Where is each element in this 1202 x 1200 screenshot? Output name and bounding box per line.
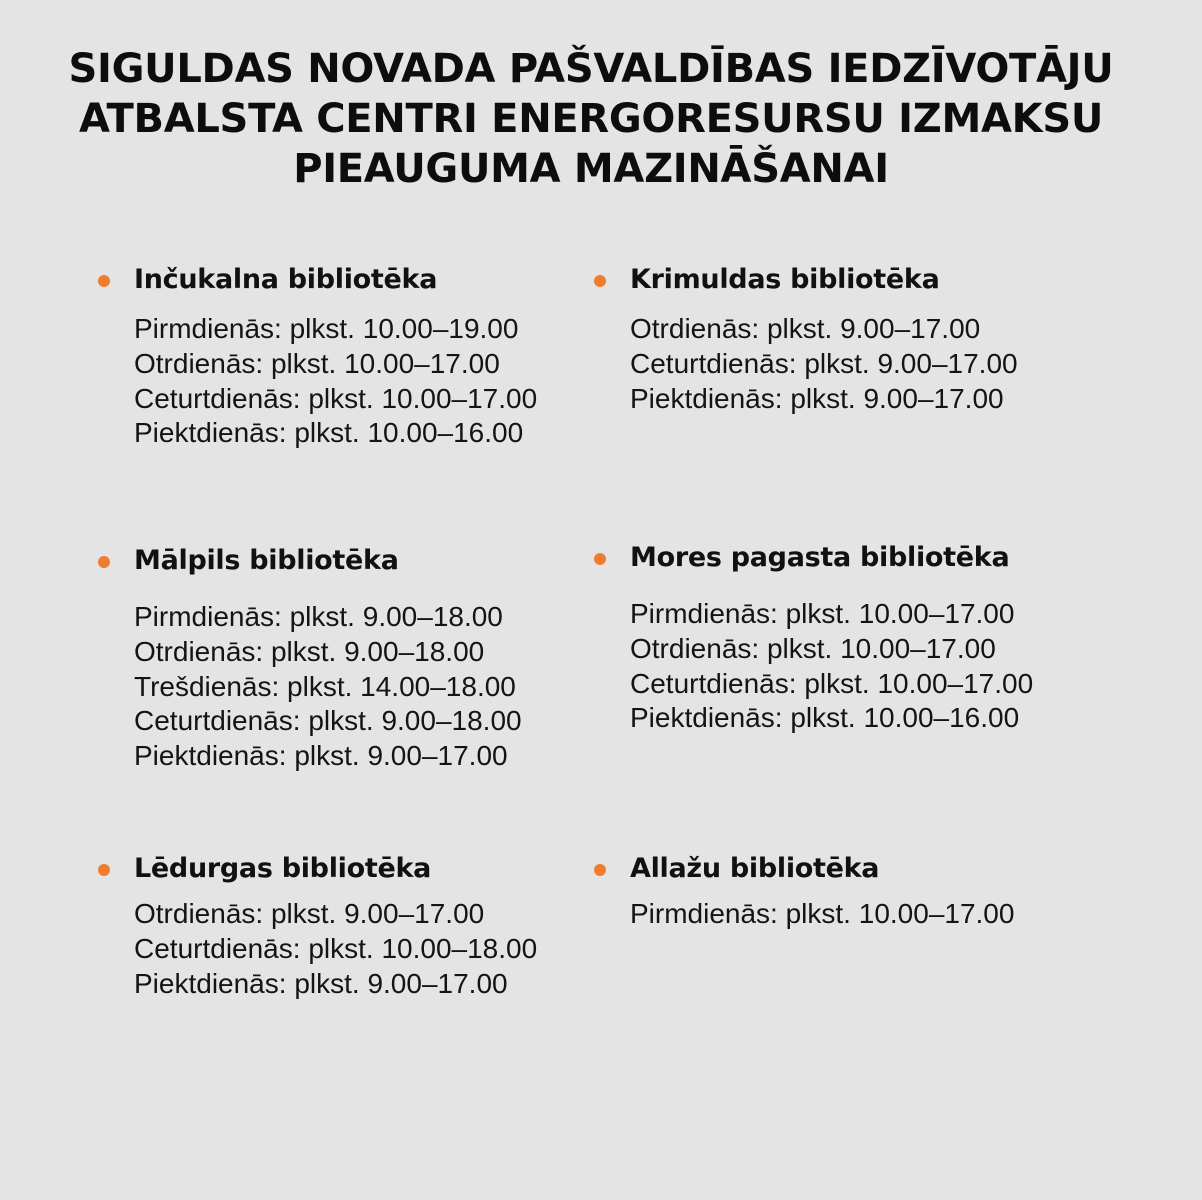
opening-hours-item: Otrdienās: plkst. 10.00–17.00 — [630, 632, 996, 664]
opening-hours-item: Pirmdienās: plkst. 10.00–17.00 — [630, 598, 1015, 629]
library-mores-pagasta — [630, 540, 1100, 736]
library-name: Lēdurgas bibliotēka — [134, 853, 432, 884]
bullet-icon — [594, 275, 606, 287]
bullet-icon — [98, 556, 110, 568]
opening-hours-item: Pirmdienās: plkst. 10.00–19.00 — [134, 313, 519, 344]
bullet-icon — [594, 553, 606, 565]
library-name: Inčukalna bibliotēka — [134, 264, 438, 295]
library-incukalna — [134, 262, 604, 451]
opening-hours-list — [630, 597, 1100, 736]
bullet-icon — [594, 864, 606, 876]
opening-hours-item: Piektdienās: plkst. 9.00–17.00 — [134, 740, 508, 772]
library-header — [630, 262, 1100, 298]
opening-hours-item: Otrdienās: plkst. 9.00–17.00 — [134, 898, 485, 929]
opening-hours-item: Piektdienās: plkst. 10.00–16.00 — [134, 417, 524, 449]
opening-hours-item: Otrdienās: plkst. 9.00–18.00 — [134, 635, 485, 667]
page-title — [60, 44, 1122, 194]
library-name: Mālpils bibliotēka — [134, 545, 399, 576]
opening-hours-list — [134, 897, 604, 1001]
library-header — [134, 851, 604, 887]
opening-hours-list — [630, 897, 1100, 932]
opening-hours-item: Ceturtdienās: plkst. 9.00–18.00 — [134, 705, 522, 737]
bullet-icon — [98, 864, 110, 876]
library-header — [630, 851, 1100, 887]
opening-hours-item: Otrdienās: plkst. 10.00–17.00 — [134, 347, 500, 379]
library-header — [134, 262, 604, 298]
opening-hours-item: Pirmdienās: plkst. 10.00–17.00 — [630, 898, 1015, 929]
title-line-3: PIEAUGUMA MAZINĀŠANAI — [293, 146, 889, 192]
library-name: Mores pagasta bibliotēka — [630, 542, 1010, 573]
opening-hours-item: Trešdienās: plkst. 14.00–18.00 — [134, 670, 516, 702]
opening-hours-item: Piektdienās: plkst. 9.00–17.00 — [134, 967, 508, 999]
library-malpils — [134, 543, 604, 774]
library-allazu — [630, 851, 1100, 932]
opening-hours-item: Ceturtdienās: plkst. 9.00–17.00 — [630, 347, 1018, 379]
title-line-1: SIGULDAS NOVADA PAŠVALDĪBAS IEDZĪVOTĀJU — [68, 46, 1114, 92]
library-ledurgas — [134, 851, 604, 1001]
opening-hours-list — [134, 600, 604, 774]
opening-hours-item: Piektdienās: plkst. 9.00–17.00 — [630, 382, 1004, 414]
opening-hours-list — [630, 312, 1100, 416]
opening-hours-item: Ceturtdienās: plkst. 10.00–18.00 — [134, 932, 538, 964]
opening-hours-item: Pirmdienās: plkst. 9.00–18.00 — [134, 601, 503, 632]
title-line-2: ATBALSTA CENTRI ENERGORESURSU IZMAKSU — [78, 96, 1104, 142]
library-name: Allažu bibliotēka — [630, 853, 880, 884]
library-header — [134, 543, 604, 579]
opening-hours-item: Ceturtdienās: plkst. 10.00–17.00 — [630, 667, 1034, 699]
opening-hours-list — [134, 312, 604, 451]
opening-hours-item: Otrdienās: plkst. 9.00–17.00 — [630, 313, 981, 344]
library-krimuldas — [630, 262, 1100, 416]
library-name: Krimuldas bibliotēka — [630, 264, 940, 295]
library-header — [630, 540, 1100, 576]
opening-hours-item: Piektdienās: plkst. 10.00–16.00 — [630, 702, 1020, 734]
opening-hours-item: Ceturtdienās: plkst. 10.00–17.00 — [134, 382, 538, 414]
bullet-icon — [98, 275, 110, 287]
